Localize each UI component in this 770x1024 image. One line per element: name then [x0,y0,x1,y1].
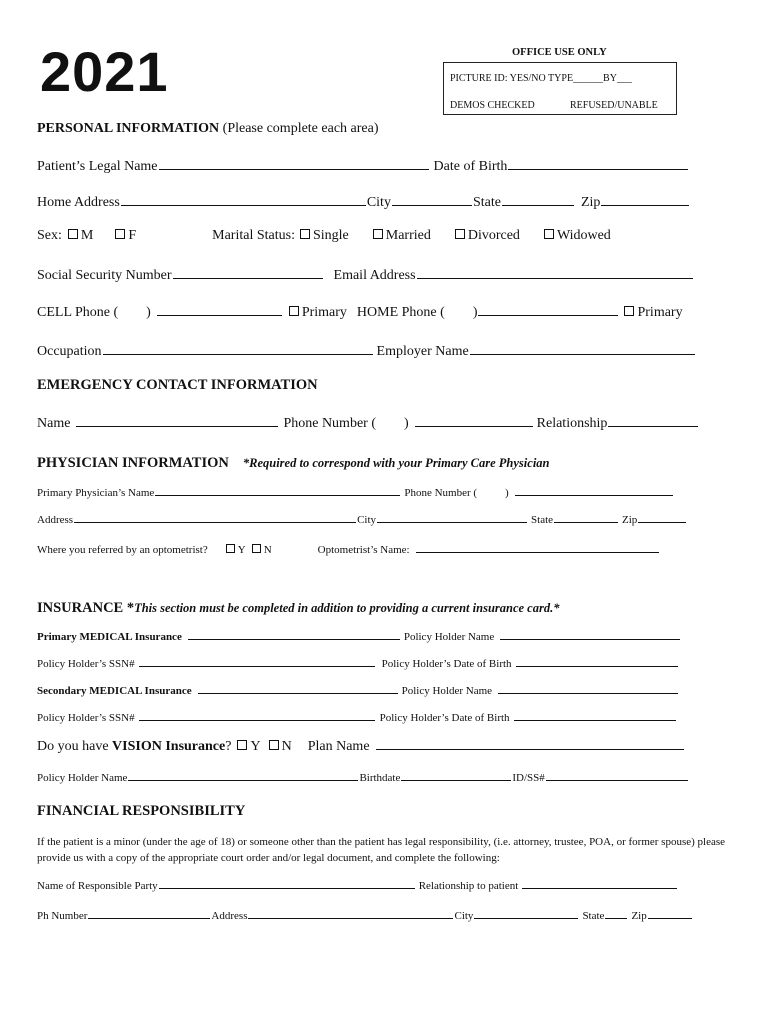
optometrist-name-label: Optometrist’s Name: [317,544,410,557]
dob-label: Date of Birth [433,159,508,175]
sex-marital-row [37,228,611,244]
legal-name-label: Patient’s Legal Name [37,159,158,175]
primary-physician-field[interactable] [155,485,400,496]
home-address-field[interactable] [121,192,366,206]
secondary-holder-dob-field[interactable] [514,710,676,721]
home-phone-label: HOME Phone ( [356,305,445,321]
cell-primary-checkbox[interactable] [289,306,299,316]
responsible-zip-field[interactable] [648,908,692,919]
secondary-ssn-row [37,710,677,724]
refused-unable-label: REFUSED/UNABLE [570,100,658,111]
secondary-holder-dob-label: Policy Holder’s Date of Birth [379,712,510,725]
home-primary-label: Primary [637,305,683,321]
emergency-paren-close: ) [403,416,409,432]
home-paren-close: ) [472,305,478,321]
physician-phone-field[interactable] [515,485,673,496]
zip-label: Zip [580,195,601,211]
vision-no-checkbox[interactable] [269,740,279,750]
primary-holder-dob-field[interactable] [516,656,678,667]
physician-state-label: State [531,514,554,527]
city-field[interactable] [392,192,472,206]
vision-holder-row [37,770,689,784]
state-label: State [472,195,501,211]
relationship-field[interactable] [608,413,698,427]
responsible-party-field[interactable] [159,878,415,889]
divorced-label: Divorced [467,228,520,243]
responsible-party-row [37,878,678,892]
emergency-heading: EMERGENCY CONTACT INFORMATION [37,377,318,393]
dob-field[interactable] [508,156,688,170]
cell-primary-label: Primary [301,305,347,321]
picture-id-label: PICTURE ID: YES/NO TYPE______BY___ [450,73,632,84]
responsible-address-field[interactable] [248,908,453,919]
vision-holder-name-label: Policy Holder Name [37,772,128,785]
responsible-city-label: City [454,910,474,923]
relationship-to-patient-label: Relationship to patient [418,880,519,893]
home-address-row [37,192,690,211]
secondary-holder-name-label: Policy Holder Name [401,685,493,698]
physician-city-field[interactable] [377,512,527,523]
phone-row [37,302,683,321]
plan-name-label: Plan Name [307,739,370,755]
plan-name-field[interactable] [376,736,684,750]
ssn-field[interactable] [173,265,323,279]
home-phone-field[interactable] [478,302,618,316]
physician-zip-label: Zip [622,514,638,527]
personal-info-heading [37,121,379,137]
secondary-medical-field[interactable] [198,683,398,694]
home-primary-checkbox[interactable] [624,306,634,316]
vision-row [37,736,685,755]
secondary-ssn-label: Policy Holder’s SSN# [37,712,135,725]
referred-yes-checkbox[interactable] [226,544,235,553]
married-label: Married [385,228,431,243]
physician-address-label: Address [37,514,74,527]
secondary-holder-name-field[interactable] [498,683,678,694]
referral-row [37,542,660,556]
birthdate-label: Birthdate [359,772,401,785]
vision-yes-label: Y [250,739,261,755]
id-ss-label: ID/SS# [512,772,545,785]
primary-holder-name-label: Policy Holder Name [403,631,495,644]
referred-question: Where you referred by an optometrist? [37,544,208,557]
ssn-email-row [37,265,694,284]
primary-ssn-row [37,656,679,670]
vision-question-pre: Do you have [37,739,113,755]
responsible-zip-label: Zip [631,910,647,923]
primary-holder-name-field[interactable] [500,629,680,640]
responsible-state-field[interactable] [605,908,627,919]
personal-heading-text: PERSONAL INFORMATION [37,121,220,136]
sex-m-label: M [80,228,94,243]
insurance-heading-row [37,600,559,617]
referred-yes-label: Y [237,544,246,557]
secondary-ssn-field[interactable] [139,710,375,721]
city-label: City [366,195,391,211]
sex-label: Sex: [37,228,62,243]
occupation-label: Occupation [37,344,102,360]
single-checkbox[interactable] [300,229,310,239]
physician-phone-label: Phone Number ( [404,487,478,500]
physician-state-field[interactable] [554,512,618,523]
sex-m-checkbox[interactable] [68,229,78,239]
responsible-state-label: State [582,910,605,923]
physician-heading-row [37,455,550,472]
ph-number-field[interactable] [88,908,210,919]
married-checkbox[interactable] [373,229,383,239]
insurance-note: This section must be completed in addition to providing a current insurance card.* [134,601,560,615]
primary-medical-field[interactable] [188,629,400,640]
zip-field[interactable] [601,192,689,206]
emergency-phone-label: Phone Number ( [283,416,376,432]
cell-phone-field[interactable] [157,302,282,316]
divorced-checkbox[interactable] [455,229,465,239]
occupation-row [37,341,696,360]
relationship-label: Relationship [536,416,608,432]
relationship-to-patient-field[interactable] [522,878,677,889]
home-address-label: Home Address [37,195,120,211]
referred-no-checkbox[interactable] [252,544,261,553]
cell-paren-close: ) [146,305,151,321]
optometrist-name-field[interactable] [416,542,659,553]
email-field[interactable] [417,265,693,279]
responsible-city-field[interactable] [474,908,578,919]
physician-address-row [37,512,687,526]
vision-yes-checkbox[interactable] [237,740,247,750]
physician-city-label: City [357,514,377,527]
widowed-checkbox[interactable] [544,229,554,239]
physician-paren-close: ) [505,487,509,500]
single-label: Single [312,228,349,243]
physician-address-field[interactable] [74,512,356,523]
vision-question-post: ? [225,739,232,755]
emergency-phone-field[interactable] [415,413,533,427]
email-label: Email Address [333,268,416,284]
secondary-insurance-row [37,683,679,697]
id-ss-field[interactable] [546,770,688,781]
vision-question-bold: VISION Insurance [112,739,226,755]
emergency-row [37,413,699,432]
emergency-name-label: Name [37,416,71,432]
employer-label: Employer Name [376,344,469,360]
form-year: 2021 [40,40,169,103]
ph-number-label: Ph Number [37,910,88,923]
responsible-address-label: Address [211,910,248,923]
emergency-name-field[interactable] [76,413,278,427]
office-use-box [443,62,677,115]
primary-ssn-label: Policy Holder’s SSN# [37,658,135,671]
demos-checked-label: DEMOS CHECKED [450,100,535,111]
primary-medical-label: Primary MEDICAL Insurance [37,631,182,644]
state-field[interactable] [502,192,574,206]
personal-heading-note: (Please complete each area) [219,121,379,136]
physician-heading: PHYSICIAN INFORMATION [37,455,229,471]
occupation-field[interactable] [103,341,373,355]
legal-name-row [37,156,689,175]
widowed-label: Widowed [556,228,611,243]
secondary-medical-label: Secondary MEDICAL Insurance [37,685,192,698]
cell-phone-label: CELL Phone ( [37,305,119,321]
physician-note: *Required to correspond with your Primary Care Physician [242,456,550,470]
responsible-party-label: Name of Responsible Party [37,880,158,893]
vision-no-label: N [281,739,292,755]
marital-status-label: Marital Status: [212,228,295,243]
responsible-contact-row [37,908,693,922]
sex-f-checkbox[interactable] [115,229,125,239]
primary-ssn-field[interactable] [139,656,375,667]
office-use-title: OFFICE USE ONLY [512,47,607,58]
ssn-label: Social Security Number [37,268,172,284]
primary-physician-label: Primary Physician’s Name [37,487,155,500]
primary-insurance-row [37,629,681,643]
legal-name-field[interactable] [159,156,429,170]
referred-no-label: N [263,544,272,557]
physician-zip-field[interactable] [638,512,686,523]
birthdate-field[interactable] [401,770,511,781]
vision-holder-name-field[interactable] [128,770,358,781]
primary-holder-dob-label: Policy Holder’s Date of Birth [381,658,512,671]
insurance-heading: INSURANCE * [37,600,135,616]
employer-field[interactable] [470,341,695,355]
physician-name-row [37,485,674,499]
sex-f-label: F [128,228,137,243]
financial-heading: FINANCIAL RESPONSIBILITY [37,803,246,819]
financial-paragraph: If the patient is a minor (under the age of 18) or someone other than the patient has legal responsibility, (i.e. attorney, trustee, POA, or former spouse) please provide us with a copy of the appropriate court order and/or legal document, and complete the following: [37,836,726,864]
